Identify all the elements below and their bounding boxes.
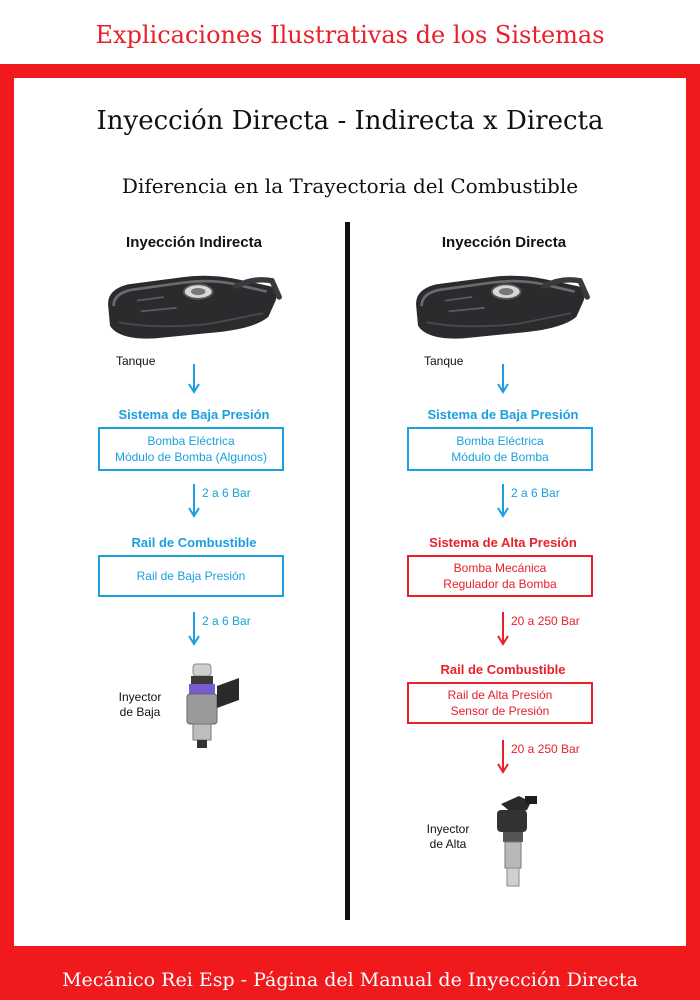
- left-rail-section: Rail de Combustible: [131, 535, 257, 550]
- left-arrow-2: [187, 484, 201, 518]
- left-low-box: [98, 427, 284, 471]
- low-pressure-injector-image: [172, 660, 244, 750]
- right-rail-box: [407, 682, 593, 724]
- right-pressure-2: 20 a 250 Bar: [511, 614, 580, 628]
- right-low-section: Sistema de Baja Presión: [427, 407, 579, 422]
- subtitle: Diferencia en la Trayectoria del Combustible: [121, 174, 579, 198]
- right-pressure-3: 20 a 250 Bar: [511, 742, 580, 756]
- content-panel: [14, 78, 686, 946]
- left-rail-box: [98, 555, 284, 597]
- right-injector-label: [416, 822, 480, 852]
- right-high-box-line-2: Regulador da Bomba: [443, 577, 557, 591]
- right-arrow-3: [496, 612, 510, 646]
- right-high-box-line-1: Bomba Mecánica: [453, 561, 547, 575]
- right-arrow-4: [496, 740, 510, 774]
- high-pressure-injector-image: [478, 790, 550, 890]
- left-pressure-1: 2 a 6 Bar: [202, 486, 251, 500]
- right-rail-box-line-1: Rail de Alta Presión: [447, 688, 553, 702]
- left-low-box-line-2: Módulo de Bomba (Algunos): [114, 450, 268, 464]
- column-divider: [345, 222, 350, 920]
- main-title: Inyección Directa - Indirecta x Directa: [96, 106, 604, 136]
- left-injector-label: [108, 690, 172, 720]
- fuel-tank-image: [408, 270, 590, 342]
- right-injector-label-line-2: de Alta: [429, 837, 467, 851]
- left-pressure-2: 2 a 6 Bar: [202, 614, 251, 628]
- left-low-section: Sistema de Baja Presión: [118, 407, 270, 422]
- right-arrow-2: [496, 484, 510, 518]
- footer-banner: Mecánico Rei Esp - Página del Manual de Inyección Directa: [0, 962, 700, 1000]
- right-pressure-1: 2 a 6 Bar: [511, 486, 560, 500]
- left-column-title: Inyección Indirecta: [126, 234, 262, 251]
- right-low-box-line-2: Módulo de Bomba: [451, 450, 549, 464]
- left-injector-label-line-1: Inyector: [118, 690, 162, 704]
- left-low-box-line-1: Bomba Eléctrica: [147, 434, 235, 448]
- right-high-box: [407, 555, 593, 597]
- right-low-box: [407, 427, 593, 471]
- right-tank-label: Tanque: [424, 354, 464, 368]
- right-arrow-1: [496, 364, 510, 394]
- right-injector-label-line-1: Inyector: [426, 822, 470, 836]
- left-injector-label-line-2: de Baja: [119, 705, 161, 719]
- left-tank-label: Tanque: [116, 354, 156, 368]
- right-column-title: Inyección Directa: [441, 234, 567, 251]
- left-rail-box-line-1: Rail de Baja Presión: [136, 569, 246, 583]
- right-low-box-line-1: Bomba Eléctrica: [456, 434, 544, 448]
- left-arrow-1: [187, 364, 201, 394]
- fuel-tank-image: [100, 270, 282, 342]
- right-high-section: Sistema de Alta Presión: [429, 535, 577, 550]
- header-title: Explicaciones Ilustrativas de los Sistemas: [95, 21, 605, 49]
- left-arrow-3: [187, 612, 201, 646]
- right-rail-box-line-2: Sensor de Presión: [450, 704, 550, 718]
- right-rail-section: Rail de Combustible: [440, 662, 566, 677]
